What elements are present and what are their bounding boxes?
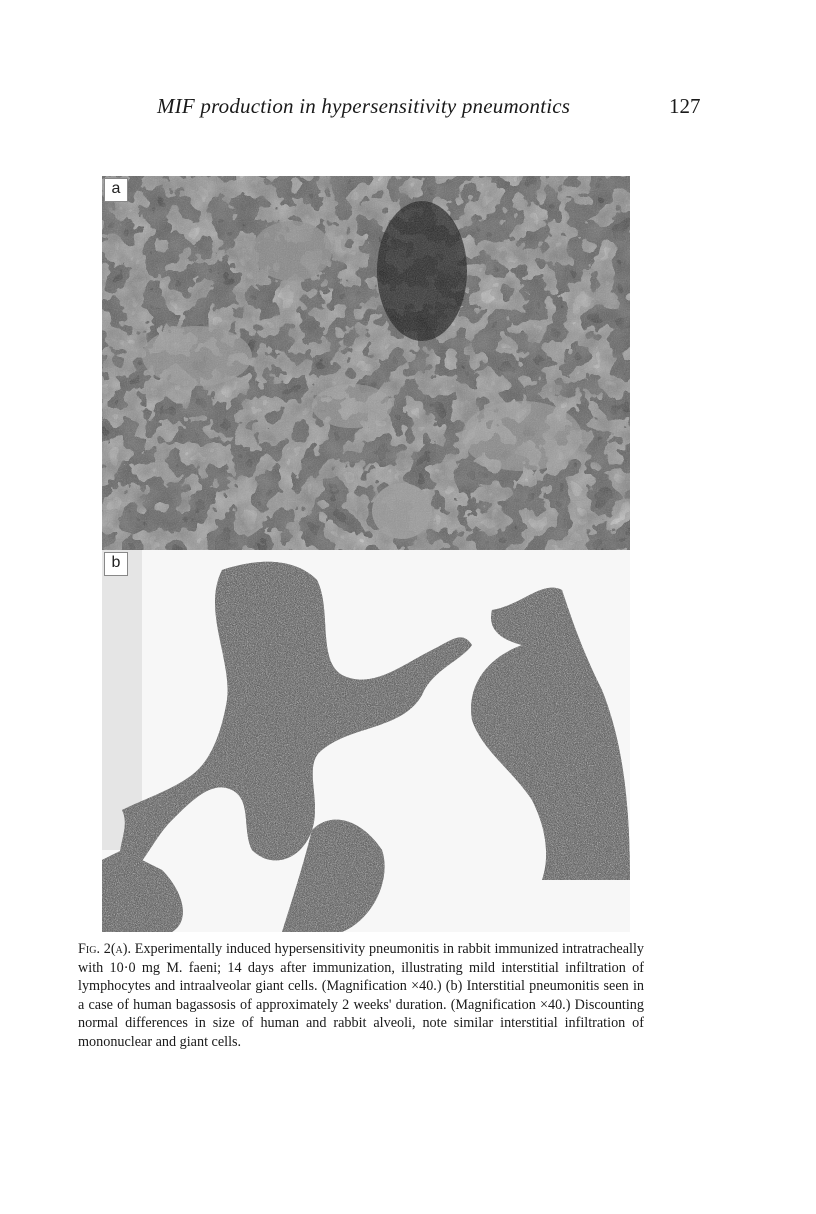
micrograph-b-image <box>102 550 630 932</box>
figure-caption <box>78 940 644 1051</box>
micrograph-panel-a <box>102 176 630 550</box>
figure-caption-text: Experimentally induced hypersensitivity pneumonitis in rabbit immunized intratracheally with 10·0 mg M. faeni; 14 days after immunization, illustrating mild interstitial infiltration of lymphocytes and intraalveolar giant cells. (Magnification ×40.) (b) Interstitial pneumonitis seen in a case of human bagassosis of approximately 2 weeks' duration. (Magnification ×40.) Discounting normal differences in size of human and rabbit alveoli, note similar interstitial infiltration of mononuclear and giant cells. <box>78 941 644 1050</box>
panel-a-label: a <box>104 178 128 202</box>
micrograph-panel-b <box>102 550 630 932</box>
page-number: 127 <box>669 94 701 118</box>
micrograph-a-image <box>102 176 630 550</box>
running-title: MIF production in hypersensitivity pneumontics <box>157 94 571 118</box>
figure-caption-label: Fig. 2(a). <box>78 941 132 957</box>
panel-b-label: b <box>104 552 128 576</box>
